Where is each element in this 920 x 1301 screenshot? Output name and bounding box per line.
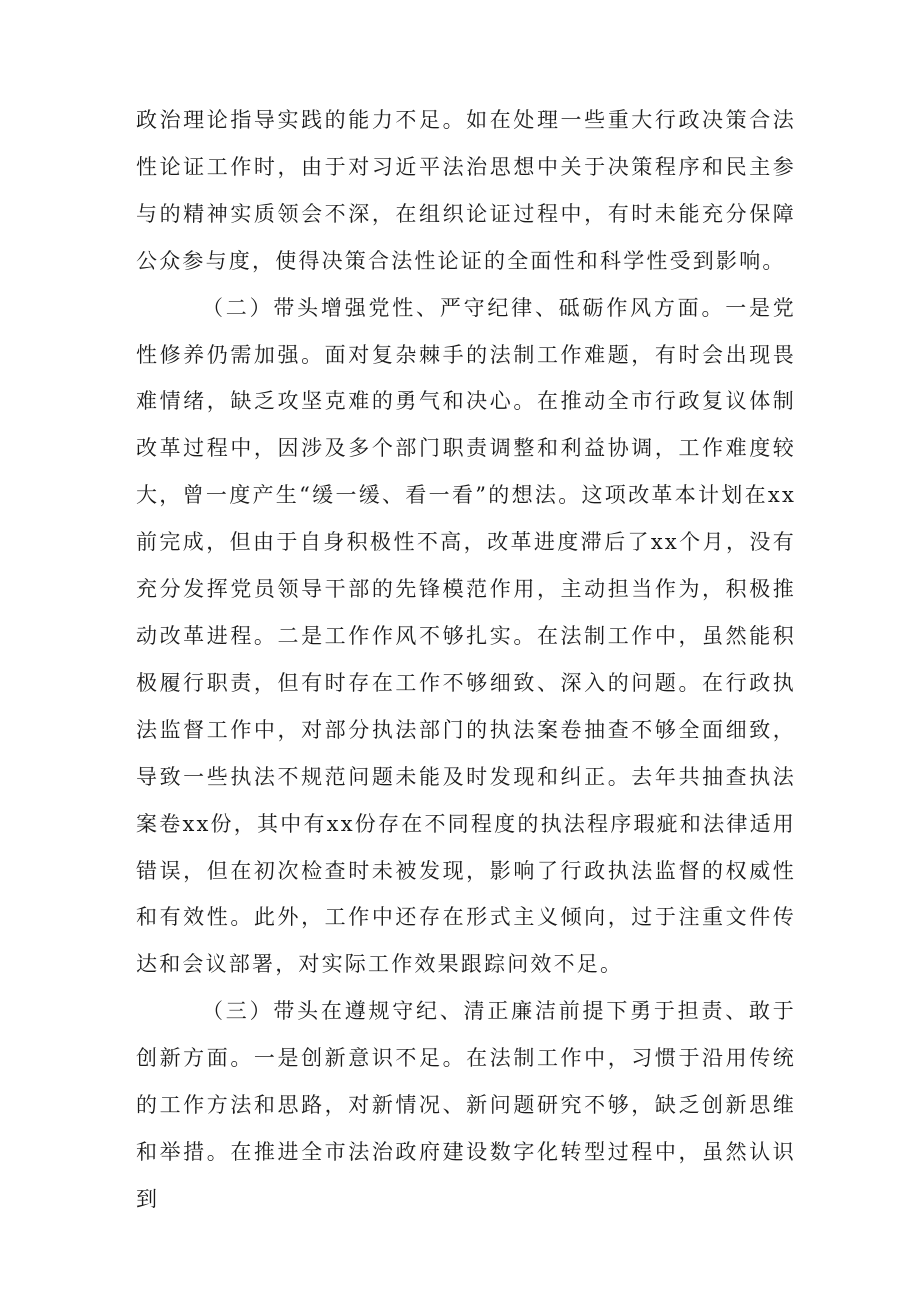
paragraph-section-two: （二）带头增强党性、严守纪律、砥砺作风方面。一是党性修养仍需加强。面对复杂棘手的法制工作难题，有时会出现畏难情绪，缺乏攻坚克难的勇气和决心。在推动全市行政复议体制改革过程中，因涉及多个部门职责调整和利益协调，工作难度较大，曾一度产生“缓一缓、看一看”的想法。这项改革本计划在xx前完成，但由于自身积极性不高，改革进度滞后了xx个月，没有充分发挥党员领导干部的先锋模范作用，主动担当作为，积极推动改革进程。二是工作作风不够扎实。在法制工作中，虽然能积极履行职责，但有时存在工作不够细致、深入的问题。在行政执法监督工作中，对部分执法部门的执法案卷抽查不够全面细致，导致一些执法不规范问题未能及时发现和纠正。去年共抽查执法案卷xx份，其中有xx份存在不同程度的执法程序瑕疵和法律适用错误，但在初次检查时未被发现，影响了行政执法监督的权威性和有效性。此外，工作中还存在形式主义倾向，过于注重文件传达和会议部署，对实际工作效果跟踪问效不足。 (136, 295, 796, 977)
paragraph-section-three: （三）带头在遵规守纪、清正廉洁前提下勇于担责、敢于创新方面。一是创新意识不足。在法制工作中，习惯于沿用传统的工作方法和思路，对新情况、新问题研究不够，缺乏创新思维和举措。在推进全市法治政府建设数字化转型过程中，虽然认识到 (136, 999, 796, 1211)
body-text (136, 97, 796, 1223)
paragraph-continuation: 政治理论指导实践的能力不足。如在处理一些重大行政决策合法性论证工作时，由于对习近平法治思想中关于决策程序和民主参与的精神实质领会不深，在组织论证过程中，有时未能充分保障公众参与度，使得决策合法性论证的全面性和科学性受到影响。 (136, 108, 796, 273)
